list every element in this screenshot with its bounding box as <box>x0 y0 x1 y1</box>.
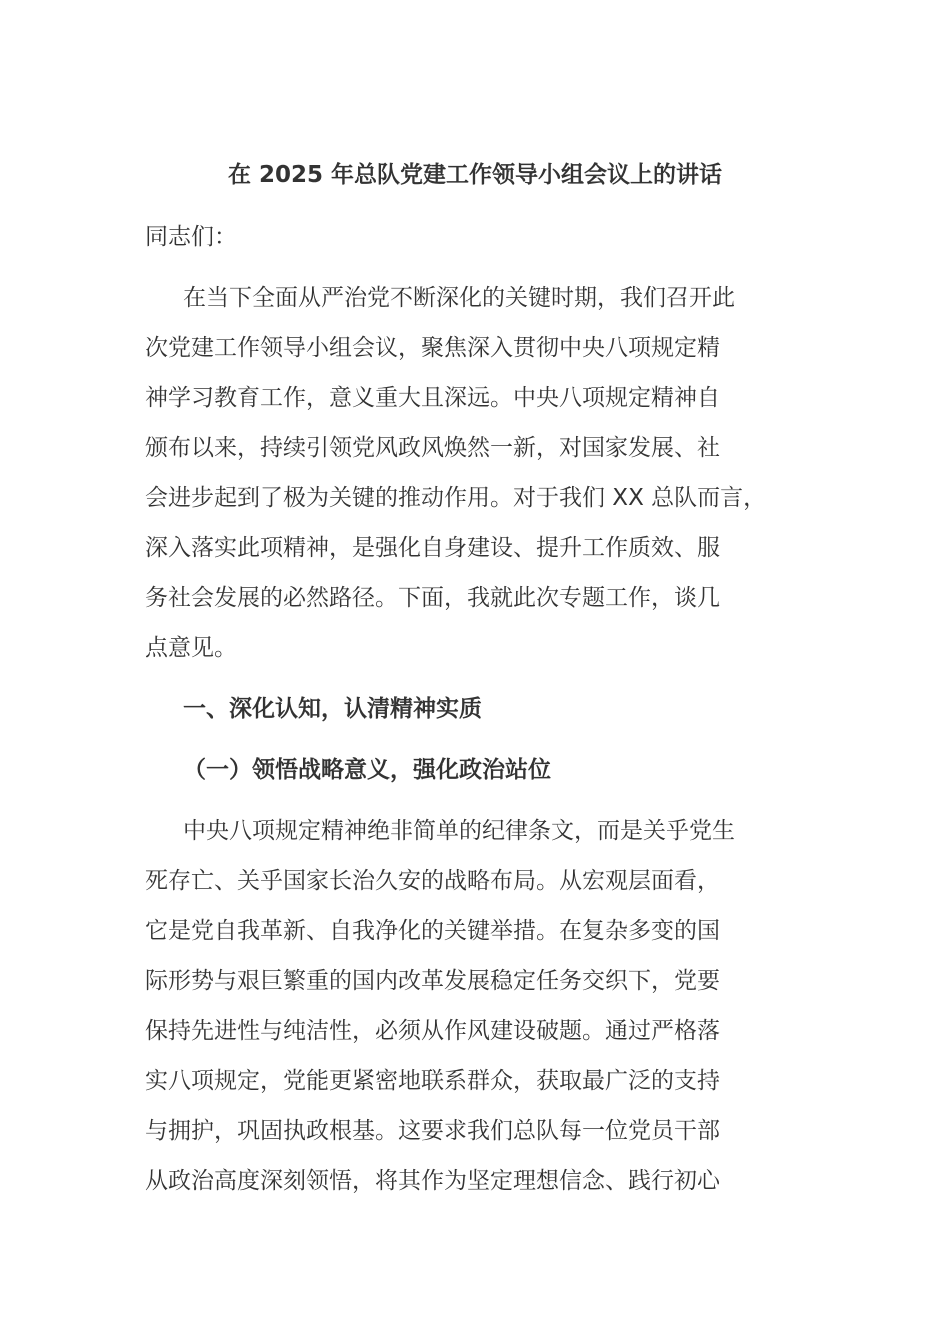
paragraph-line: 次党建工作领导小组会议，聚焦深入贯彻中央八项规定精 <box>145 335 720 361</box>
paragraph-line: 实八项规定，党能更紧密地联系群众，获取最广泛的支持 <box>145 1068 720 1094</box>
paragraph-line: 死存亡、关乎国家长治久安的战略布局。从宏观层面看， <box>145 868 720 894</box>
paragraph-line: 点意见。 <box>145 635 237 661</box>
paragraph-line: 务社会发展的必然路径。下面，我就此次专题工作，谈几 <box>145 585 720 611</box>
paragraph-line: 它是党自我革新、自我净化的关键举措。在复杂多变的国 <box>145 918 720 944</box>
section-heading: 一、深化认知，认清精神实质 <box>183 696 482 722</box>
paragraph-line: 会进步起到了极为关键的推动作用。对于我们 XX 总队而言， <box>145 485 767 511</box>
paragraph-line: 从政治高度深刻领悟，将其作为坚定理想信念、践行初心 <box>145 1168 720 1194</box>
paragraph-line: 际形势与艰巨繁重的国内改革发展稳定任务交织下，党要 <box>145 968 720 994</box>
paragraph-line: 与拥护，巩固执政根基。这要求我们总队每一位党员干部 <box>145 1118 720 1144</box>
subsection-heading: （一）领悟战略意义，强化政治站位 <box>183 757 551 783</box>
paragraph-line: 中央八项规定精神绝非简单的纪律条文，而是关乎党生 <box>183 818 735 844</box>
document-title: 在 2025 年总队党建工作领导小组会议上的讲话 <box>227 162 723 188</box>
paragraph-line: 深入落实此项精神，是强化自身建设、提升工作质效、服 <box>145 535 720 561</box>
paragraph-line: 在当下全面从严治党不断深化的关键时期，我们召开此 <box>183 285 735 311</box>
paragraph-line: 神学习教育工作，意义重大且深远。中央八项规定精神自 <box>145 385 720 411</box>
paragraph-line: 颁布以来，持续引领党风政风焕然一新，对国家发展、社 <box>145 435 720 461</box>
paragraph-line: 保持先进性与纯洁性，必须从作风建设破题。通过严格落 <box>145 1018 720 1044</box>
salutation: 同志们： <box>145 224 237 250</box>
